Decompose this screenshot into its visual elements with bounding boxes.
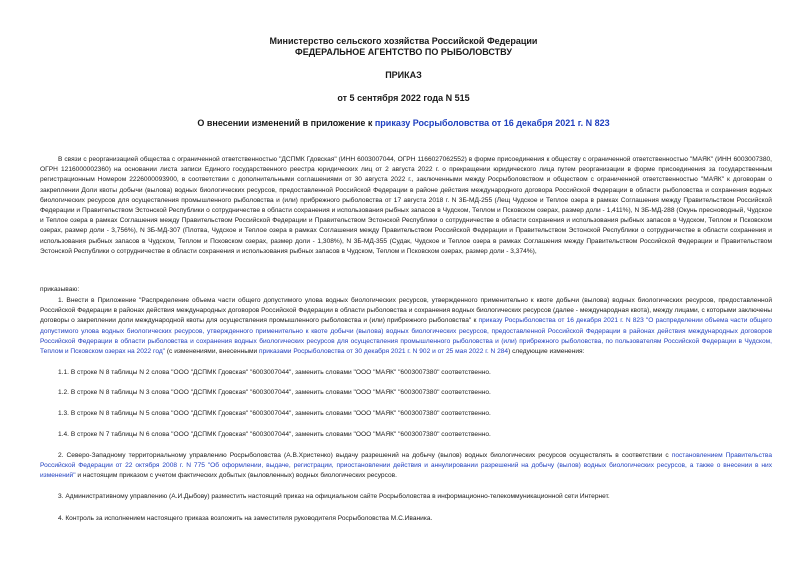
document-title bbox=[0, 118, 807, 128]
agency-heading: ФЕДЕРАЛЬНОЕ АГЕНТСТВО ПО РЫБОЛОВСТВУ bbox=[295, 47, 512, 57]
title-order-link[interactable]: приказу Росрыболовства от 16 декабря 2021 г. N 823 bbox=[374, 118, 610, 128]
date-number: от 5 сентября 2022 года N 515 bbox=[337, 93, 470, 103]
item-1-text-c: ) следующие изменения: bbox=[508, 348, 585, 356]
document-type: ПРИКАЗ bbox=[385, 70, 422, 80]
preamble-paragraph: В связи с реорганизацией общества с ограниченной ответственностью "ДСПМК Гдовская" (ИНН 6003007044, ОГРН 1166027062552) в форме присоединения к обществу с ограниченной ответственностью "МАЯК" (ИНН 6003007380, ОГРН 1216000002360) на основании листа записи Единого государственного реестра юридических лиц от 2 августа 2022 г. о прекращении юридического лица путем реорганизации в форме присоединения за государственным регистрационным Номером 2226000093900, в соответствии с дополнительными соглашениями от 30 августа 2022 г., заключенными между Росрыболовством и обществом с ограниченной ответственностью "МАЯК" к договорам о закреплении Доли квоты добычи (вылова) водных биологических ресурсов, предоставленной Российской Федерации в районе действия международного договора Российской Федерации в области рыболовства и сохранения водных биологических ресурсов для осуществления промышленного рыболовства и (или) прибрежного рыболовства от 17 августа 2018 г. N 3Б-МД-255 (Лещ Чудское и Теплое озера в рамках Соглашения между Правительством Российской Федерации и Правительством Эстонской Республики о сотрудничестве в области сохранения и использования рыбных запасов в Чудском, Теплом и Псковском озерах, размер доли - 1,411%), N 3Б-МД-288 (Окунь пресноводный, Чудское и Теплое озера в рамках Соглашения между Правительством Российской Федерации и Правительством Эстонской Республики о сотрудничестве в области сохранения и использования рыбных запасов в Чудском, Теплом и Псковском озерах, размер доли - 3,756%), N 3Б-МД-307 (Плотва, Чудское и Теплое озера в рамках Соглашения между Правительством Российской Федерации и Правительством Эстонской Республики о сотрудничестве в области сохранения и использования рыбных запасов в Чудском, Теплом и Псковском озерах, размер доли - 1,308%), N 3Б-МД-355 (Судак, Чудское и Теплое озера в рамках Соглашения между Правительством Российской Федерации и Правительством Эстонской Республики о сотрудничестве в области сохранения и использования рыбных запасов в Чудском, Теплом и Псковском озерах, размер доли - 3,374%), bbox=[40, 156, 772, 255]
ministry-heading: Министерство сельского хозяйства Российской Федерации bbox=[269, 36, 538, 46]
item-2-paragraph bbox=[40, 451, 772, 482]
subitem-1-3: 1.3. В строке N 8 таблицы N 5 слова "ООО "ДСПМК Гдовская" "6003007044", заменить словами "ООО "МАЯК" "6003007380" соответственно. bbox=[58, 410, 491, 417]
item-4-paragraph: 4. Контроль за исполнением настоящего приказа возложить на заместителя руководителя Росрыболовства М.С.Иваника. bbox=[58, 515, 433, 522]
item-2-resolution-link[interactable]: постановлением Правительства Российской Федерации от 22 октября 2008 г. N 775 "Об оформлении, выдаче, регистрации, приостановлении действия и аннулировании разрешений на добычу (вылов) водных биологических ресурсов, а также о внесении в них изменений" bbox=[40, 452, 773, 480]
item-3-paragraph: 3. Административному управлению (А.И.Дыбову) разместить настоящий приказ на официальном сайте Росрыболовства в информационно-телекоммуникационной сети Интернет. bbox=[58, 493, 610, 500]
item-1-order-link[interactable]: приказу Росрыболовства от 16 декабря 2021 г. N 823 "О распределении объема части общего допустимого улова водных биологических ресурсов, утвержденного применительно к квоте добычи (вылова) водных биологических ресурсов, предоставленной Российской Федерации в районах действия международных договоров Российской Федерации в области рыболовства и сохранения водных биологических ресурсов для осуществления промышленного рыболовства и (или) прибрежного рыболовства, по пользователям Российской Федерации в Чудском, Теплом и Псковском озерах на 2022 год" bbox=[40, 317, 772, 356]
title-text: О внесении изменений в приложение к bbox=[197, 118, 375, 128]
item-2-text: 2. Северо-Западному территориальному управлению Росрыболовства (А.В.Христенко) выдачу разрешений на добычу (вылов) водных биологических ресурсов осуществлять в соответствии с bbox=[58, 452, 672, 459]
order-word: приказываю: bbox=[40, 286, 80, 293]
item-1-amendments-link[interactable]: приказами Росрыболовства от 30 декабря 2021 г. N 902 и от 25 мая 2022 г. N 284 bbox=[259, 348, 509, 356]
item-1-text-b: (с изменениями, внесенными bbox=[165, 348, 260, 356]
subitem-1-2: 1.2. В строке N 8 таблицы N 3 слова "ООО "ДСПМК Гдовская" "6003007044", заменить словами "ООО "МАЯК" "6003007380" соответственно. bbox=[58, 389, 491, 396]
item-1-text: 1. Внести в Приложение "Распределение объема части общего допустимого улова водных биологических ресурсов, утвержденного применительно к квоте добычи (вылова) водных биологических ресурсов, предоставленной Российской Федерации в районах действия международных договоров Российской Федерации в области рыболовства и сохранения водных биологических ресурсов (далее - международная квота), между лицами, с которыми заключены договоры о закреплении доли международной квоты для осуществления промышленного рыболовства и (или) прибрежного рыболовства" к bbox=[40, 297, 772, 325]
item-1-paragraph bbox=[40, 296, 772, 357]
item-2-text-b: и настоящим приказом с учетом фактических добытых (выловленных) водных биологических ресурсов. bbox=[75, 472, 397, 480]
subitem-1-4: 1.4. В строке N 7 таблицы N 6 слова "ООО "ДСПМК Гдовская" "6003007044", заменить словами "ООО "МАЯК" "6003007380" соответственно. bbox=[58, 431, 491, 438]
subitem-1-1: 1.1. В строке N 8 таблицы N 2 слова "ООО "ДСПМК Гдовская" "6003007044", заменить словами "ООО "МАЯК" "6003007380" соответственно. bbox=[58, 369, 491, 376]
